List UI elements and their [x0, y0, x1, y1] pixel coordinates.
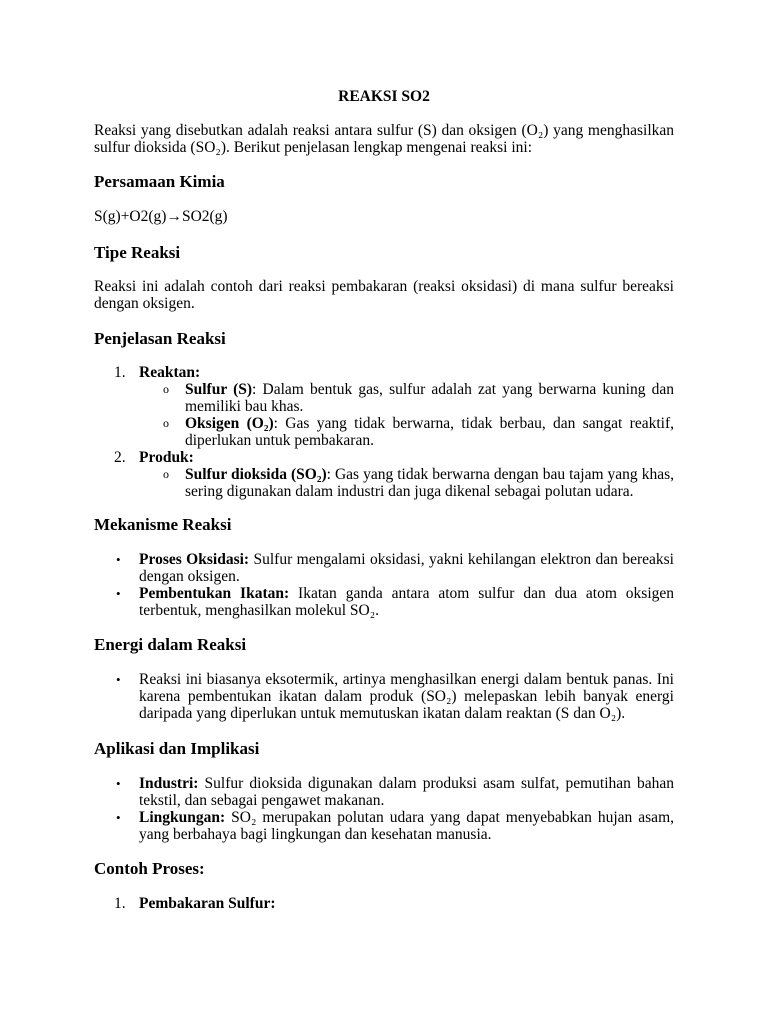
section-heading: Persamaan Kimia: [94, 172, 225, 191]
description: Reaksi ini biasanya eksotermik, artinya menghasilkan energi dalam bentuk panas. Ini karena pembentukan ikatan dalam produk (SO₂) melepaskan lebih banyak energi daripada yang diperlukan untuk memutuskan ikatan dalam reaktan (S dan O₂).: [139, 671, 674, 722]
description: : Gas yang tidak berwarna, tidak berbau, dan sangat reaktif, diperlukan untuk pembakaran.: [185, 415, 674, 449]
list-number: 2.: [114, 449, 126, 466]
list-number: 1.: [114, 364, 126, 381]
list-label: Pembakaran Sulfur:: [139, 895, 276, 912]
sub-list-item: [139, 466, 674, 500]
description: : Dalam bentuk gas, sulfur adalah zat yang berwarna kuning dan memiliki bau khas.: [185, 381, 674, 415]
list-item: [94, 364, 674, 449]
document-title: REAKSI SO2: [338, 88, 430, 105]
sub-list-item: [139, 381, 674, 415]
section-heading: Tipe Reaksi: [94, 243, 181, 262]
section-aplikasi: [94, 739, 674, 843]
list-item: [94, 809, 674, 843]
energi-list: [94, 671, 674, 722]
bullet-icon: •: [116, 810, 121, 825]
description: Sulfur mengalami oksidasi, yakni kehilangan elektron dan bereaksi dengan oksigen.: [139, 551, 674, 585]
sub-list: [139, 381, 674, 449]
section-heading: Mekanisme Reaksi: [94, 515, 232, 534]
penjelasan-list: [94, 364, 674, 500]
contoh-list: [94, 895, 674, 912]
section-heading: Aplikasi dan Implikasi: [94, 739, 260, 758]
mekanisme-list: [94, 551, 674, 619]
circle-bullet-icon: o: [163, 382, 169, 396]
circle-bullet-icon: o: [163, 416, 169, 430]
list-item: [94, 551, 674, 585]
circle-bullet-icon: o: [163, 467, 169, 481]
list-item: [94, 895, 674, 912]
section-heading: Energi dalam Reaksi: [94, 635, 247, 654]
section-contoh: [94, 859, 674, 912]
chemical-equation: S(g)+O2(g)→SO2(g): [94, 208, 228, 225]
list-label: Produk:: [139, 449, 194, 466]
list-number: 1.: [114, 895, 126, 912]
term: Lingkungan:: [139, 809, 226, 826]
term: Sulfur (S): [185, 381, 253, 398]
list-label: Reaktan:: [139, 364, 201, 381]
description: SO₂ merupakan polutan udara yang dapat menyebabkan hujan asam, yang berbahaya bagi lingkungan dan kesehatan manusia.: [139, 809, 674, 843]
bullet-icon: •: [116, 586, 121, 601]
intro-paragraph: Reaksi yang disebutkan adalah reaksi antara sulfur (S) dan oksigen (O₂) yang menghasilkan sulfur dioksida (SO₂). Berikut penjelasan lengkap mengenai reaksi ini:: [94, 122, 674, 156]
description: : Gas yang tidak berwarna dengan bau tajam yang khas, sering digunakan dalam industri dan juga dikenal sebagai polutan udara.: [185, 466, 674, 500]
list-item: [94, 671, 674, 722]
term: Industri:: [139, 775, 199, 792]
section-heading: Contoh Proses:: [94, 859, 205, 878]
section-heading: Penjelasan Reaksi: [94, 329, 226, 348]
list-item: [94, 449, 674, 500]
list-item: [94, 585, 674, 619]
section-mekanisme: [94, 515, 674, 619]
description: Sulfur dioksida digunakan dalam produksi asam sulfat, pemutihan bahan tekstil, dan sebagai pengawet makanan.: [139, 775, 674, 809]
term: Proses Oksidasi:: [139, 551, 250, 568]
term: Oksigen (O₂): [185, 415, 274, 432]
sub-list: [139, 466, 674, 500]
bullet-icon: •: [116, 672, 121, 687]
tipe-paragraph: Reaksi ini adalah contoh dari reaksi pembakaran (reaksi oksidasi) di mana sulfur bereaksi dengan oksigen.: [94, 278, 674, 312]
section-penjelasan: [94, 329, 674, 500]
bullet-icon: •: [116, 776, 121, 791]
aplikasi-list: [94, 775, 674, 843]
term: Sulfur dioksida (SO₂): [185, 466, 327, 483]
list-item: [94, 775, 674, 809]
section-energi: [94, 635, 674, 722]
section-persamaan: [94, 172, 674, 225]
description: Ikatan ganda antara atom sulfur dan dua atom oksigen terbentuk, menghasilkan molekul SO₂.: [139, 585, 675, 619]
section-tipe: [94, 243, 674, 312]
sub-list-item: [139, 415, 674, 449]
term: Pembentukan Ikatan:: [139, 585, 290, 602]
bullet-icon: •: [116, 552, 121, 567]
